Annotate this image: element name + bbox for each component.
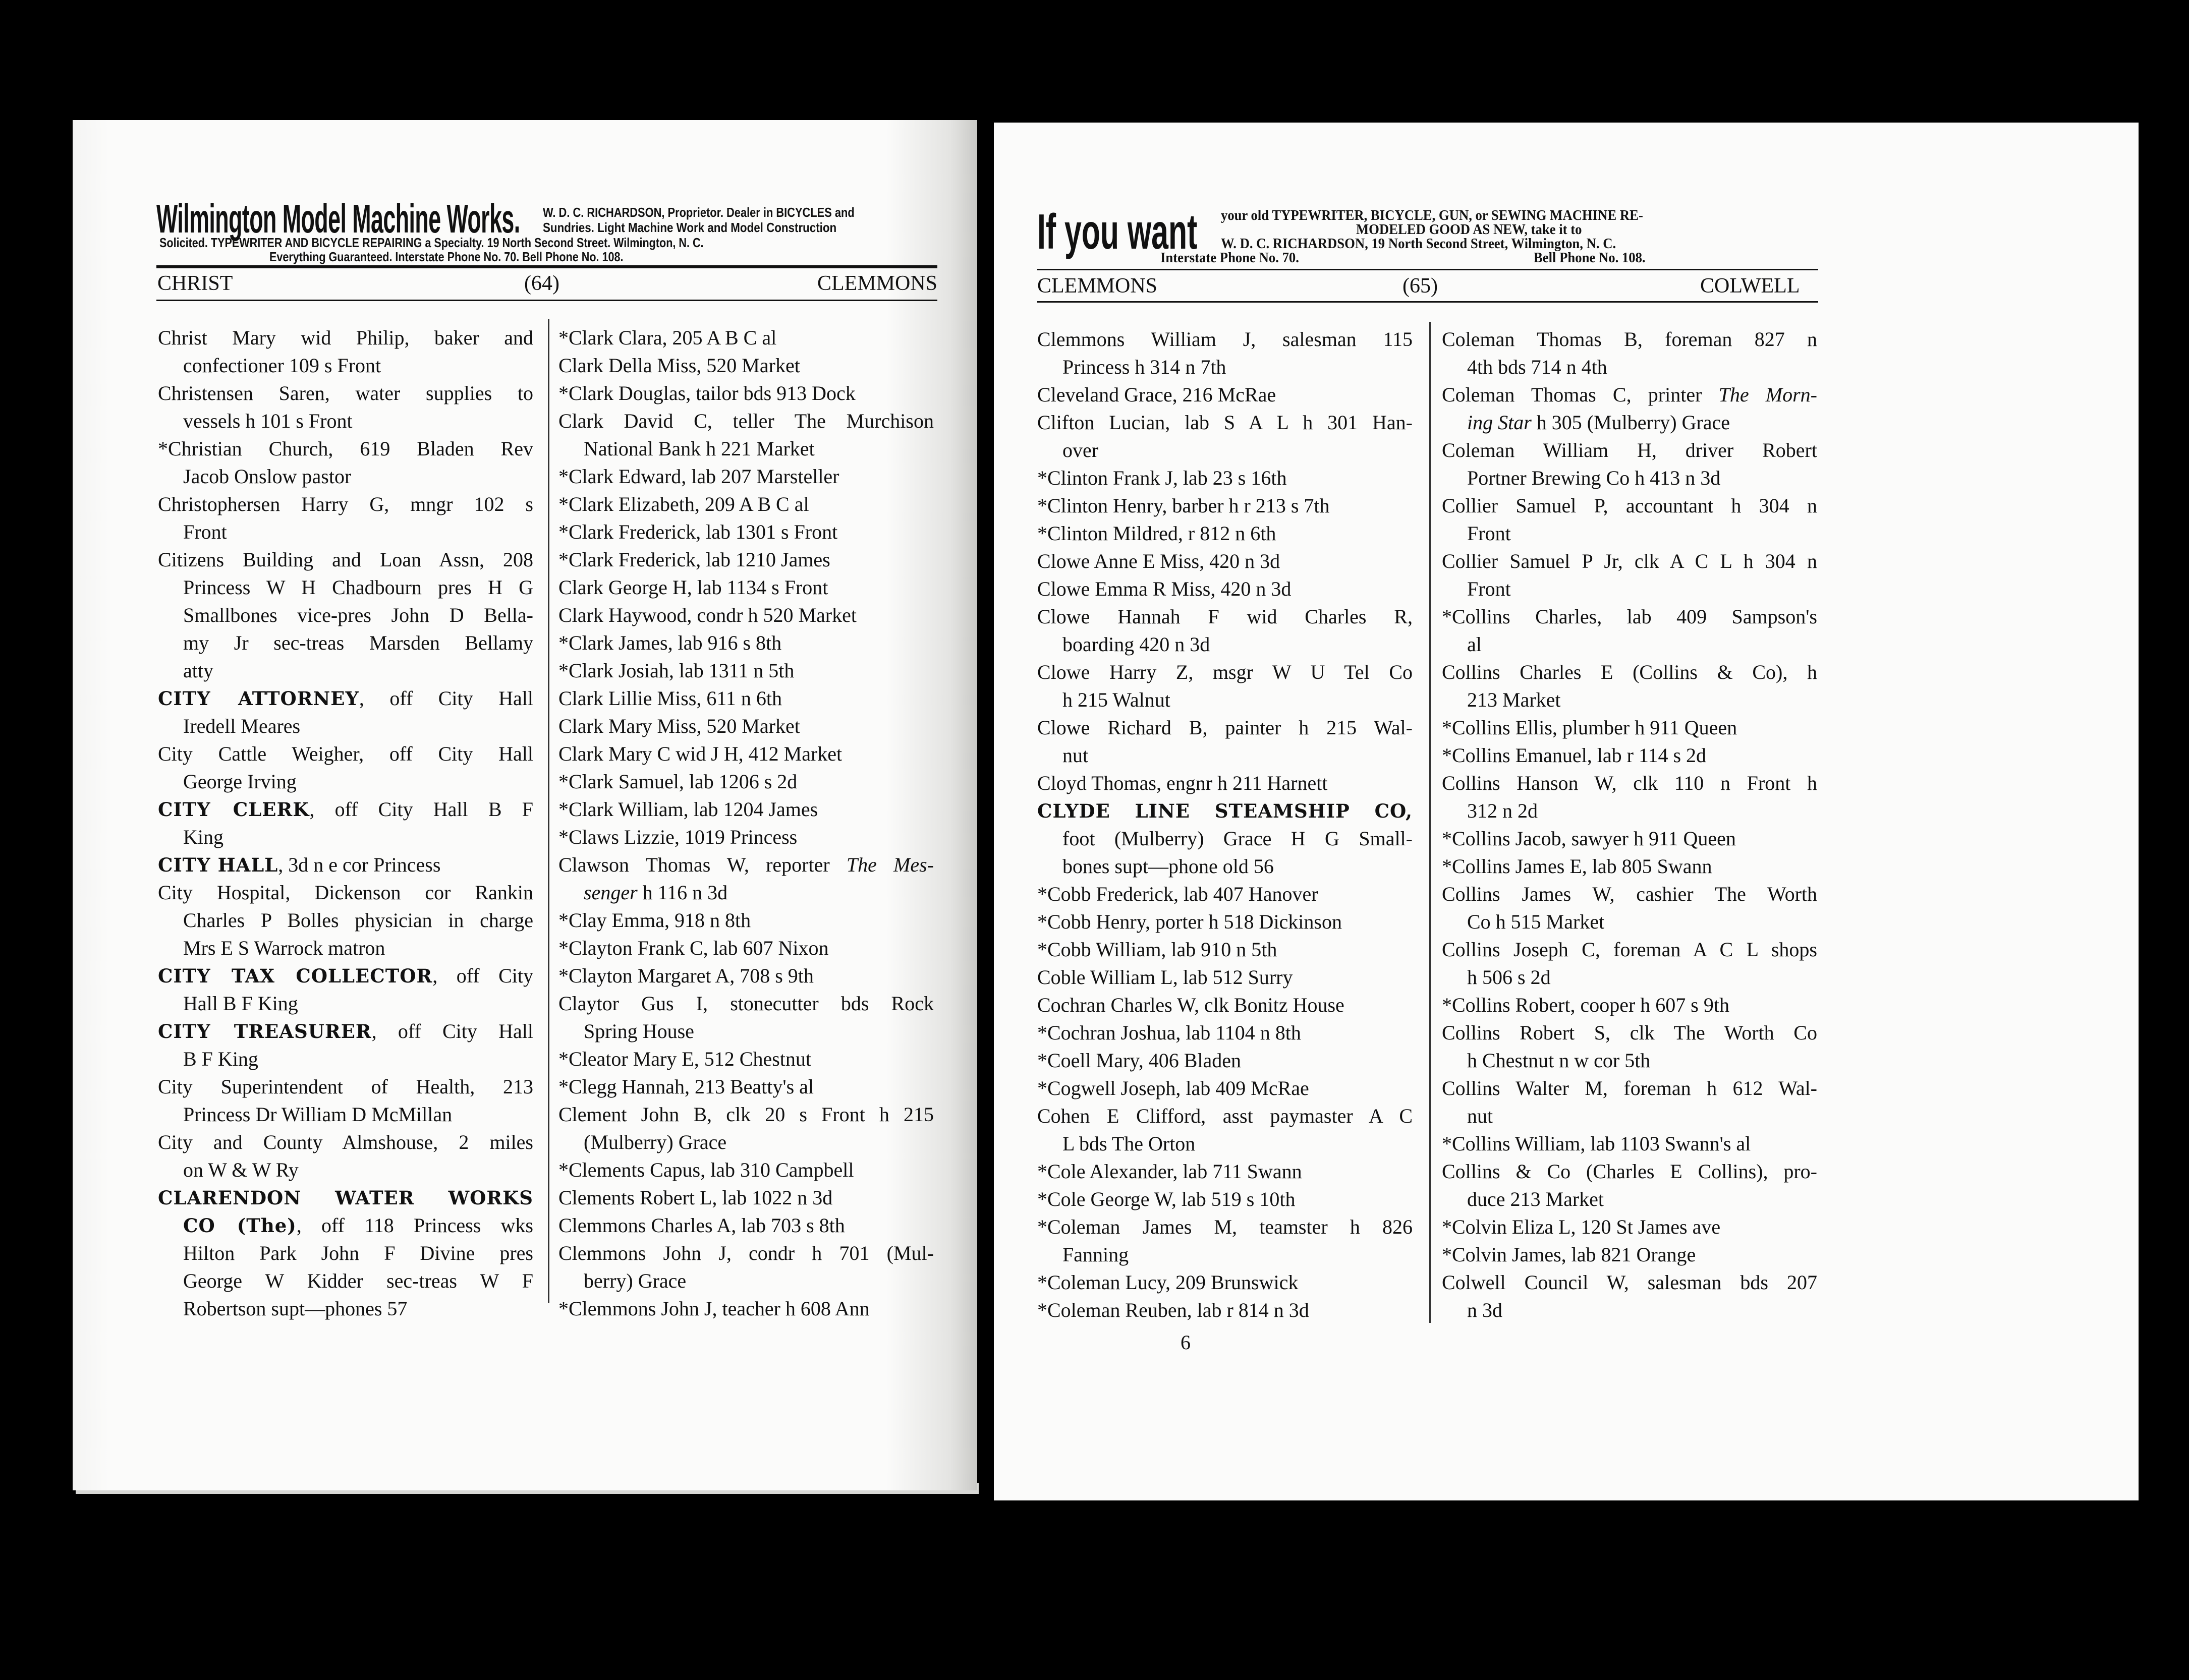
directory-entry [1037, 1019, 1413, 1047]
left-page [73, 120, 977, 1490]
entry-line: *Clegg Hannah, 213 Beatty's al [558, 1075, 814, 1098]
directory-entry [558, 324, 934, 352]
entry-line: *Collins James E, lab 805 Swann [1442, 855, 1712, 878]
directory-entry [558, 795, 934, 823]
directory-entry [558, 934, 934, 962]
directory-entry [1037, 658, 1413, 714]
directory-entry [158, 435, 533, 490]
entry-line: *Clark Douglas, tailor bds 913 Dock [558, 382, 856, 404]
entry-line: Christophersen Harry G, mngr 102 s [158, 493, 533, 515]
entry-line: *Collins William, lab 1103 Swann's al [1442, 1132, 1751, 1155]
entry-line: Coble William L, lab 512 Surry [1037, 966, 1293, 989]
entry-line: Citizens Building and Loan Assn, 208 [158, 548, 533, 571]
directory-entry [1037, 991, 1413, 1019]
entry-line [1037, 797, 1413, 825]
entry-line: 213 Market [1467, 688, 1561, 711]
entry-line: Spring House [584, 1020, 694, 1042]
ad-line: MODELED GOOD AS NEW, take it to [1356, 221, 1582, 238]
header-rule [1037, 269, 1818, 270]
entry-line: *Claws Lizzie, 1019 Princess [558, 826, 798, 848]
italic-text: The Morn- [1718, 383, 1818, 406]
entry-line: *Colvin James, lab 821 Orange [1442, 1243, 1696, 1266]
bold-heading: CLARENDON WATER WORKS [158, 1187, 533, 1209]
entry-line [158, 1211, 533, 1239]
directory-entry [1442, 1241, 1817, 1268]
entry-line: Iredell Meares [183, 715, 301, 737]
folio-number: 6 [1181, 1331, 1191, 1354]
entry-line: Collins Charles E (Collins & Co), h [1442, 661, 1817, 683]
bold-heading: CITY HALL [158, 854, 278, 876]
entry-line: City and County Almshouse, 2 miles [158, 1131, 533, 1153]
entry-line: Coleman Thomas B, foreman 827 n [1442, 328, 1817, 351]
directory-entry [1442, 769, 1817, 825]
entry-line: Collier Samuel P Jr, clk A C L h 304 n [1442, 550, 1817, 572]
directory-entry [558, 712, 934, 740]
entry-line: Clowe Anne E Miss, 420 n 3d [1037, 550, 1280, 572]
entry-line: Mrs E S Warrock matron [183, 937, 385, 959]
italic-text: ing Star [1467, 411, 1532, 434]
running-head-right: COLWELL [1700, 274, 1800, 298]
entry-text: , off City [432, 964, 533, 987]
entry-line: Princess W H Chadbourn pres H G [183, 576, 533, 599]
entry-line: (Mulberry) Grace [584, 1131, 727, 1153]
entry-line [158, 962, 533, 990]
entry-line: L bds The Orton [1062, 1132, 1196, 1155]
running-head-rule [1037, 301, 1818, 303]
directory-column [558, 324, 934, 1322]
entry-line: vessels h 101 s Front [183, 410, 353, 432]
entry-line: *Collins Robert, cooper h 607 s 9th [1442, 994, 1729, 1016]
entry-line: *Cobb William, lab 910 n 5th [1037, 938, 1277, 961]
ad-line: Everything Guaranteed. Interstate Phone No. 70. Bell Phone No. 108. [269, 249, 624, 264]
directory-entry [558, 990, 934, 1045]
entry-line [158, 795, 533, 823]
entry-line: Robertson supt—phones 57 [183, 1297, 408, 1320]
entry-line: George Irving [183, 770, 297, 793]
directory-entry [1037, 1268, 1413, 1296]
entry-line: 312 n 2d [1467, 799, 1538, 822]
directory-entry [1037, 519, 1413, 547]
entry-line: on W & W Ry [183, 1158, 299, 1181]
entry-line: *Cole George W, lab 519 s 10th [1037, 1188, 1296, 1210]
entry-text: Coleman Thomas C, printer [1442, 383, 1719, 406]
directory-entry [1037, 1185, 1413, 1213]
directory-entry [558, 823, 934, 851]
directory-entry [1442, 1213, 1817, 1241]
directory-entry [158, 1073, 533, 1128]
directory-entry [558, 1239, 934, 1295]
bold-heading: CITY ATTORNEY [158, 687, 359, 710]
entry-line: *Clinton Mildred, r 812 n 6th [1037, 522, 1276, 545]
directory-entry [558, 573, 934, 601]
entry-text: h 116 n 3d [637, 881, 728, 904]
entry-line: *Clayton Margaret A, 708 s 9th [558, 964, 814, 987]
entry-line: Cochran Charles W, clk Bonitz House [1037, 994, 1344, 1016]
entry-line: Christ Mary wid Philip, baker and [158, 326, 533, 349]
directory-entry [558, 1100, 934, 1156]
directory-entry [1442, 603, 1817, 658]
entry-line: confectioner 109 s Front [183, 354, 381, 377]
entry-line [158, 1184, 533, 1211]
entry-line: Front [1467, 522, 1511, 545]
running-head-rule [156, 300, 937, 301]
entry-line: *Collins Emanuel, lab r 114 s 2d [1442, 744, 1707, 767]
page-number: (65) [1402, 274, 1438, 298]
entry-line: berry) Grace [584, 1269, 687, 1292]
directory-entry [1037, 880, 1413, 908]
entry-line: City Cattle Weigher, off City Hall [158, 742, 533, 765]
entry-text: , off City Hall B F [309, 798, 533, 821]
entry-line: Clement John B, clk 20 s Front h 215 [558, 1103, 934, 1126]
entry-line [1442, 409, 1817, 436]
entry-line: 4th bds 714 n 4th [1467, 356, 1607, 378]
entry-line: Clemmons John J, condr h 701 (Mul- [558, 1242, 934, 1264]
ad-line: W. D. C. RICHARDSON, Proprietor. Dealer in BICYCLES and [543, 205, 855, 220]
entry-line: City Superintendent of Health, 213 [158, 1075, 533, 1098]
directory-entry [558, 1184, 934, 1211]
entry-text: , 3d n e cor Princess [278, 853, 441, 876]
directory-entry [1442, 880, 1817, 936]
directory-entry [1442, 1157, 1817, 1213]
directory-entry [558, 1211, 934, 1239]
entry-line: *Clark Josiah, lab 1311 n 5th [558, 659, 795, 682]
entry-line: atty [183, 659, 213, 682]
entry-line: Clark George H, lab 1134 s Front [558, 576, 828, 599]
entry-line: *Clark William, lab 1204 James [558, 798, 818, 821]
entry-line: Smallbones vice-pres John D Bella- [183, 604, 533, 626]
entry-line: Clowe Emma R Miss, 420 n 3d [1037, 577, 1292, 600]
entry-line: over [1062, 439, 1099, 461]
entry-line: Clark David C, teller The Murchison [558, 410, 934, 432]
entry-text: , off 118 Princess wks [296, 1214, 533, 1237]
entry-line: *Coleman Reuben, lab r 814 n 3d [1037, 1299, 1309, 1321]
directory-entry [158, 324, 533, 379]
bold-heading: CITY CLERK [158, 798, 310, 821]
directory-entry [158, 546, 533, 684]
directory-entry [158, 684, 533, 740]
bold-heading: CLYDE LINE STEAMSHIP CO, [1037, 800, 1413, 822]
bold-heading: CO (The) [183, 1214, 297, 1237]
directory-entry [1442, 658, 1817, 714]
entry-line: n 3d [1467, 1299, 1502, 1321]
running-head-left: CHRIST [157, 272, 233, 295]
directory-entry [558, 1073, 934, 1100]
entry-line: *Cochran Joshua, lab 1104 n 8th [1037, 1021, 1301, 1044]
directory-entry [558, 407, 934, 462]
entry-line: nut [1467, 1105, 1493, 1127]
entry-line: Cleveland Grace, 216 McRae [1037, 383, 1276, 406]
directory-entry [1442, 547, 1817, 603]
entry-line: h 215 Walnut [1062, 688, 1170, 711]
directory-entry [558, 379, 934, 407]
bold-heading: CITY TREASURER [158, 1020, 372, 1042]
column-divider [548, 319, 549, 1303]
entry-text: Clawson Thomas W, reporter [558, 853, 847, 876]
entry-line [158, 684, 533, 712]
entry-line: nut [1062, 744, 1089, 767]
entry-line: Hilton Park John F Divine pres [183, 1242, 533, 1264]
directory-entry [158, 1184, 533, 1322]
entry-line: Co h 515 Market [1467, 910, 1605, 933]
entry-line: al [1467, 633, 1482, 656]
directory-entry [1037, 325, 1413, 381]
entry-line: *Clark Elizabeth, 209 A B C al [558, 493, 809, 515]
entry-line: Coleman William H, driver Robert [1442, 439, 1817, 461]
entry-line: Clemmons Charles A, lab 703 s 8th [558, 1214, 845, 1237]
italic-text: The Mes- [846, 853, 934, 876]
running-head-right: CLEMMONS [817, 272, 937, 295]
directory-entry [558, 1045, 934, 1073]
directory-entry [158, 740, 533, 795]
directory-entry [158, 379, 533, 435]
directory-entry [1442, 741, 1817, 769]
entry-text: h 305 (Mulberry) Grace [1531, 411, 1730, 434]
entry-line: *Clark Samuel, lab 1206 s 2d [558, 770, 798, 793]
entry-line: *Coleman Lucy, 209 Brunswick [1037, 1271, 1299, 1294]
entry-line [558, 879, 934, 906]
entry-line: h 506 s 2d [1467, 966, 1551, 989]
entry-line: Princess h 314 n 7th [1062, 356, 1226, 378]
directory-entry [1037, 603, 1413, 658]
entry-line: *Clark Clara, 205 A B C al [558, 326, 777, 349]
entry-line: Colwell Council W, salesman bds 207 [1442, 1271, 1817, 1294]
ad-headline: If you want [1037, 204, 1198, 259]
entry-line: *Collins Charles, lab 409 Sampson's [1442, 605, 1817, 628]
entry-line: *Clark Edward, lab 207 Marsteller [558, 465, 839, 488]
ad-line: Solicited. TYPEWRITER AND BICYCLE REPAIRING a Specialty. 19 North Second Street. Wilmington, N. C. [159, 235, 704, 250]
directory-entry [158, 879, 533, 962]
directory-entry [1037, 575, 1413, 603]
directory-entry [1442, 1130, 1817, 1157]
entry-line: *Clinton Henry, barber h r 213 s 7th [1037, 494, 1330, 517]
entry-line: *Clements Capus, lab 310 Campbell [558, 1158, 854, 1181]
ad-phone-bell: Bell Phone No. 108. [1534, 250, 1646, 266]
directory-entry [1037, 381, 1413, 409]
directory-entry [1442, 381, 1817, 436]
entry-line: Collins Joseph C, foreman A C L shops [1442, 938, 1817, 961]
directory-column [158, 324, 533, 1322]
directory-entry [558, 518, 934, 546]
right-page [994, 123, 2139, 1500]
entry-line: h Chestnut n w cor 5th [1467, 1049, 1651, 1072]
entry-line: *Cleator Mary E, 512 Chestnut [558, 1048, 812, 1070]
entry-line: duce 213 Market [1467, 1188, 1604, 1210]
entry-line: Collins Hanson W, clk 110 n Front h [1442, 772, 1817, 794]
entry-line: *Cobb Frederick, lab 407 Hanover [1037, 883, 1318, 905]
directory-entry [158, 1128, 533, 1184]
directory-entry [1442, 852, 1817, 880]
entry-line: Front [1467, 577, 1511, 600]
directory-entry [558, 740, 934, 768]
entry-line: King [183, 826, 223, 848]
entry-line: Clowe Richard B, painter h 215 Wal- [1037, 716, 1413, 739]
directory-entry [1037, 1296, 1413, 1324]
entry-line: *Cogwell Joseph, lab 409 McRae [1037, 1077, 1309, 1099]
entry-line: Jacob Onslow pastor [183, 465, 352, 488]
entry-line: Clark Mary Miss, 520 Market [558, 715, 800, 737]
entry-line: *Coleman James M, teamster h 826 [1037, 1215, 1413, 1238]
directory-entry [1442, 1268, 1817, 1324]
directory-entry [558, 629, 934, 657]
column-divider [1429, 322, 1431, 1323]
directory-entry [158, 962, 533, 1017]
directory-entry [1442, 825, 1817, 852]
directory-entry [1442, 714, 1817, 741]
directory-entry [1037, 936, 1413, 963]
entry-line: bones supt—phone old 56 [1062, 855, 1274, 878]
entry-line [158, 1017, 533, 1045]
entry-line: *Collins Ellis, plumber h 911 Queen [1442, 716, 1737, 739]
entry-line [1442, 381, 1817, 409]
directory-entry [158, 795, 533, 851]
ad-headline: Wilmington Model Machine Works. [156, 196, 520, 241]
entry-line: Charles P Bolles physician in charge [183, 909, 533, 932]
entry-line: Clark Della Miss, 520 Market [558, 354, 800, 377]
entry-line: boarding 420 n 3d [1062, 633, 1210, 656]
entry-line: *Clay Emma, 918 n 8th [558, 909, 751, 932]
header-rule [156, 265, 937, 268]
entry-line: *Cobb Henry, porter h 518 Dickinson [1037, 910, 1342, 933]
entry-line: Clark Lillie Miss, 611 n 6th [558, 687, 782, 710]
entry-line: Clifton Lucian, lab S A L h 301 Han- [1037, 411, 1413, 434]
entry-line: Portner Brewing Co h 413 n 3d [1467, 467, 1721, 489]
directory-entry [1037, 1074, 1413, 1102]
directory-entry [158, 490, 533, 546]
directory-entry [1442, 1019, 1817, 1074]
directory-entry [1037, 1102, 1413, 1157]
directory-entry [558, 962, 934, 990]
directory-entry [1037, 1213, 1413, 1268]
entry-line: Collins & Co (Charles E Collins), pro- [1442, 1160, 1817, 1183]
directory-entry [1442, 436, 1817, 492]
directory-entry [1037, 1157, 1413, 1185]
entry-text: , off City Hall [371, 1020, 533, 1042]
directory-entry [558, 768, 934, 795]
entry-line: *Collins Jacob, sawyer h 911 Queen [1442, 827, 1736, 850]
directory-entry [558, 851, 934, 906]
entry-line: *Clark Frederick, lab 1210 James [558, 548, 830, 571]
directory-entry [558, 1156, 934, 1184]
directory-entry [558, 546, 934, 573]
entry-line: Christensen Saren, water supplies to [158, 382, 533, 404]
page-number: (64) [524, 272, 559, 295]
entry-line: George W Kidder sec-treas W F [183, 1269, 533, 1292]
ad-phone-interstate: Interstate Phone No. 70. [1160, 250, 1299, 266]
directory-entry [1037, 769, 1413, 797]
entry-line: Collins Walter M, foreman h 612 Wal- [1442, 1077, 1817, 1099]
directory-entry [558, 657, 934, 684]
entry-line: City Hospital, Dickenson cor Rankin [158, 881, 533, 904]
entry-line: Clowe Harry Z, msgr W U Tel Co [1037, 661, 1413, 683]
entry-line: B F King [183, 1048, 258, 1070]
entry-line: *Cole Alexander, lab 711 Swann [1037, 1160, 1302, 1183]
entry-line: Front [183, 520, 227, 543]
entry-line: *Clark James, lab 916 s 8th [558, 631, 782, 654]
entry-line: Clowe Hannah F wid Charles R, [1037, 605, 1413, 628]
directory-entry [558, 462, 934, 490]
entry-line: my Jr sec-treas Marsden Bellamy [183, 631, 533, 654]
directory-entry [1037, 409, 1413, 464]
entry-line: *Clayton Frank C, lab 607 Nixon [558, 937, 829, 959]
entry-line: Fanning [1062, 1243, 1129, 1266]
directory-entry [158, 1017, 533, 1073]
directory-entry [558, 490, 934, 518]
directory-entry [1442, 991, 1817, 1019]
directory-column [1442, 325, 1817, 1324]
entry-line: Hall B F King [183, 992, 298, 1015]
ad-line: Sundries. Light Machine Work and Model Construction [543, 220, 837, 235]
directory-entry [558, 684, 934, 712]
directory-entry [558, 906, 934, 934]
directory-entry [1037, 547, 1413, 575]
ad-line: W. D. C. RICHARDSON, 19 North Second Street, Wilmington, N. C. [1221, 236, 1616, 252]
directory-entry [158, 851, 533, 879]
entry-line: Clark Haywood, condr h 520 Market [558, 604, 857, 626]
running-head-left: CLEMMONS [1037, 274, 1158, 298]
bold-heading: CITY TAX COLLECTOR [158, 965, 433, 987]
directory-entry [1442, 492, 1817, 547]
entry-line: Clements Robert L, lab 1022 n 3d [558, 1186, 833, 1209]
directory-entry [1037, 492, 1413, 519]
entry-line: foot (Mulberry) Grace H G Small- [1062, 827, 1413, 850]
italic-text: senger [584, 881, 638, 904]
directory-column [1037, 325, 1413, 1324]
entry-text: , off City Hall [359, 687, 533, 710]
entry-line: *Colvin Eliza L, 120 St James ave [1442, 1215, 1721, 1238]
directory-entry [558, 352, 934, 379]
entry-line: Claytor Gus I, stonecutter bds Rock [558, 992, 934, 1015]
entry-line: Cloyd Thomas, engnr h 211 Harnett [1037, 772, 1328, 794]
entry-line: Collins James W, cashier The Worth [1442, 883, 1817, 905]
entry-line: *Clark Frederick, lab 1301 s Front [558, 520, 838, 543]
directory-entry [1037, 797, 1413, 880]
entry-line: Princess Dr William D McMillan [183, 1103, 453, 1126]
entry-line: *Christian Church, 619 Bladen Rev [158, 437, 533, 460]
directory-entry [1442, 936, 1817, 991]
directory-entry [558, 601, 934, 629]
entry-line: *Clemmons John J, teacher h 608 Ann [558, 1297, 870, 1320]
entry-line: National Bank h 221 Market [584, 437, 815, 460]
entry-line: Cohen E Clifford, asst paymaster A C [1037, 1105, 1413, 1127]
directory-entry [1442, 325, 1817, 381]
entry-line: Clark Mary C wid J H, 412 Market [558, 742, 843, 765]
directory-entry [558, 1295, 934, 1322]
directory-entry [1037, 908, 1413, 936]
entry-line [558, 851, 934, 879]
ad-line: your old TYPEWRITER, BICYCLE, GUN, or SEWING MACHINE RE- [1221, 207, 1643, 223]
directory-entry [1037, 963, 1413, 991]
directory-entry [1037, 714, 1413, 769]
directory-entry [1037, 464, 1413, 492]
entry-line [158, 851, 533, 879]
entry-line: Collier Samuel P, accountant h 304 n [1442, 494, 1817, 517]
entry-line: Clemmons William J, salesman 115 [1037, 328, 1413, 351]
directory-entry [1037, 1047, 1413, 1074]
entry-line: *Clinton Frank J, lab 23 s 16th [1037, 467, 1287, 489]
directory-entry [1442, 1074, 1817, 1130]
entry-line: *Coell Mary, 406 Bladen [1037, 1049, 1242, 1072]
entry-line: Collins Robert S, clk The Worth Co [1442, 1021, 1817, 1044]
